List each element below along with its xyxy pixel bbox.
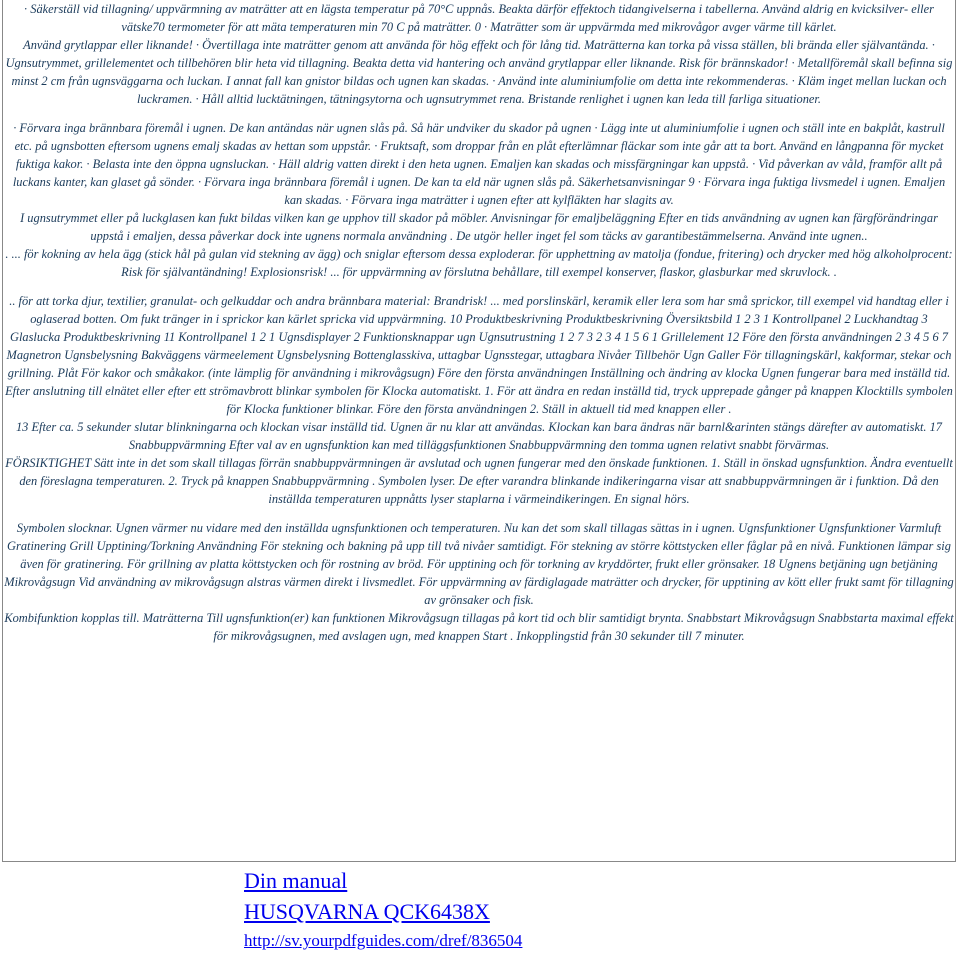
paragraph-11: Kombifunktion kopplas till. Maträtterna Till ugnsfunktion(er) kan funktionen Mikrovågsugn tillagas på kort tid och blir samtidigt brynta. Snabbstart Mikrovågsugn Snabbstarta maximal effekt för mikrovågsugnen, med avslagen ugn, med knappen Start . Inkopplingstid från 30 sekunder till 7 minuter.	[4, 611, 954, 643]
manual-text	[4, 0, 954, 645]
paragraph-8: 13 Efter ca. 5 sekunder slutar blinkningarna och klockan visar inställd tid. Ugnen är nu klar att användas. Klockan kan bara ändras när barnl&arinten stängs därefter av automatiskt. 17 Snabbuppvärmning Efter val av en ugnsfunktion kan med tilläggsfunktionen Snabbuppvärmning den tomma ugnen relativt snabbt förvärmas.	[15, 420, 943, 452]
paragraph-1: · Säkerställ vid tillagning/ uppvärmning av maträtter att en lägsta temperatur på 70°C uppnås. Beakta därför effektoch tidangivelserna i tabellerna. Använd aldrig en kvicksilver- eller vätske70 termometer för att mäta temperaturen min 70 C på maträtter. 0 · Maträtter som är uppvärmda med mikrovågor avger värme till kärlet.	[24, 2, 934, 34]
paragraph-3: · Förvara inga brännbara föremål i ugnen. De kan antändas när ugnen slås på. Så här undviker du skador på ugnen · Lägg inte ut aluminiumfolie i ugnen och ställ inte en bakplåt, kastrull etc. på ugnsbotten eftersom ugnens emalj skadas av hettan som uppstår. · Fruktsaft, som droppar från en plåt efterlämnar fläckar som inte går att ta bort. Använd en långpanna för mycket fuktiga kakor. · Belasta inte den öppna ugnsluckan. · Häll aldrig vatten direkt i den heta ugnen. Emaljen kan skadas och missfärgningar kan uppstå. · Vid påverkan av våld, framför allt på luckans kanter, kan glaset gå sönder. · Förvara inga brännbara föremål i ugnen. De kan ta eld när ugnen slås på. Säkerhetsanvisningar 9 · Förvara inga fuktiga livsmedel i ugnen. Emaljen kan skadas. · Förvara inga maträtter i ugnen efter att kylfläkten har slagits av.	[12, 121, 946, 207]
paragraph-10: Symbolen slocknar. Ugnen värmer nu vidare med den inställda ugnsfunktionen och temperaturen. Nu kan det som skall tillagas sättas in i ugnen. Ugnsfunktioner Ugnsfunktioner Varmluft Gratinering Grill Upptining/Torkning Användning För stekning och bakning på upp till två nivåer samtidigt. För stekning av större köttstycken eller fåglar på en nivå. Funktionen lämpar sig även för gratinering. För grillning av platta köttstycken och för rostning av bröd. För upptining och för torkning av kryddörter, frukt eller grönsaker. 18 Ugnens betjäning ugn betjäning Mikrovågsugn Vid användning av mikrovågsugn alstras värmen direkt i livsmedlet. För uppvärmning av färdiglagade maträtter och drycker, för upptining av kött eller frukt samt för tillagning av grönsaker och fisk.	[4, 521, 954, 607]
paragraph-9: FÖRSIKTIGHET Sätt inte in det som skall tillagas förrän snabbuppvärmningen är avslutad och ugnen fungerar med den önskade funktionen. 1. Ställ in önskad ugnsfunktion. Ändra eventuellt den föreslagna temperaturen. 2. Tryck på knappen Snabbuppvärmning . Symbolen lyser. De efter varandra blinkande indikeringarna visar att snabbuppvärmningen är i funktion. Då den inställda temperaturen uppnåtts lyser staplarna i värmeindikeringen. En signal hörs.	[5, 456, 953, 506]
manual-link[interactable]: Din manual	[244, 868, 348, 893]
footer-links	[244, 866, 522, 954]
paragraph-5: . ... för kokning av hela ägg (stick hål på gulan vid stekning av ägg) och sniglar eftersom dessa exploderar. för upphettning av matolja (fondue, fritering) och drycker med hög alkoholprocent: Risk för självantändning! Explosionsrisk! ... för uppvärmning av förslutna behållare, till exempel konserver, flaskor, glasburkar med skruvlock. .	[5, 247, 953, 279]
paragraph-4: I ugnsutrymmet eller på luckglasen kan fukt bildas vilken kan ge upphov till skador på möbler. Anvisningar för emaljbeläggning Efter en tids användning av ugnen kan färgförändringar uppstå i emaljen, dessa påverkar dock inte ugnens normala användning . De utgör heller inget fel som täcks av garantibestämmelserna. Använd inte ugnen..	[20, 211, 938, 243]
paragraph-6: .. för att torka djur, textilier, granulat- och gelkuddar och andra brännbara material: Brandrisk! ... med porslinskärl, keramik eller lera som har små sprickor, till exempel vid handtag eller i oglaserad botten. Om fukt tränger in i sprickor kan kärlet spricka vid uppvärmning. 10 Produktbeskrivning Produktbeskrivning Översiktsbild 1 2 3 1 Kontrollpanel 2 Luckhandtag 3 Glaslucka Produktbeskrivning 11 Kontrollpanel 1 2 1 Ugnsdisplayer 2 Funktionsknappar ugn Ugnsutrustning 1 2 7 3 2 3 4 1 5 6 1 Grillelement 12 Före den första användningen 2 3 4 5 6 7 Magnetron Ugnsbelysning Bakväggens värmeelement Ugnsbelysning Bottenglasskiva, uttagbar Ugnsstegar, uttagbara Nivåer Tillbehör Ugn Galler För tillagningskärl, kakformar, stekar och grillning. Plåt För kakor och småkakor. (inte lämplig för användning i mikrovågsugn) Före den första användningen Inställning och ändring av klocka Ugnen fungerar bara med inställd tid.	[6, 294, 952, 380]
url-link[interactable]: http://sv.yourpdfguides.com/dref/836504	[244, 931, 523, 950]
paragraph-2: Använd grytlappar eller liknande! · Övertillaga inte maträtter genom att använda för hög effekt och för lång tid. Maträtterna kan torka på vissa ställen, bli brända eller självantända. · Ugnsutrymmet, grillelementet och tillbehören blir heta vid tillagning. Beakta detta vid hantering och använd grytlappar eller liknande. Risk för brännskador! · Metallföremål skall befinna sig minst 2 cm från ugnsväggarna och luckan. I annat fall kan gnistor bildas och ugnen kan skadas. · Använd inte aluminiumfolie om detta inte rekommenderas. · Kläm inget mellan luckan och luckramen. · Håll alltid lucktätningen, tätningsytorna och ugnsutrymmet rena. Bristande renlighet i ugnen kan leda till farliga situationer.	[5, 38, 953, 106]
paragraph-7: Efter anslutning till elnätet eller efter ett strömavbrott blinkar symbolen för Klocka automatiskt. 1. För att ändra en redan inställd tid, tryck upprepade gånger på knappen Klocktills symbolen för Klocka funktioner blinkar. Före den första användningen 2. Ställ in aktuell tid med knappen eller .	[5, 384, 953, 416]
product-link[interactable]: HUSQVARNA QCK6438X	[244, 899, 490, 924]
